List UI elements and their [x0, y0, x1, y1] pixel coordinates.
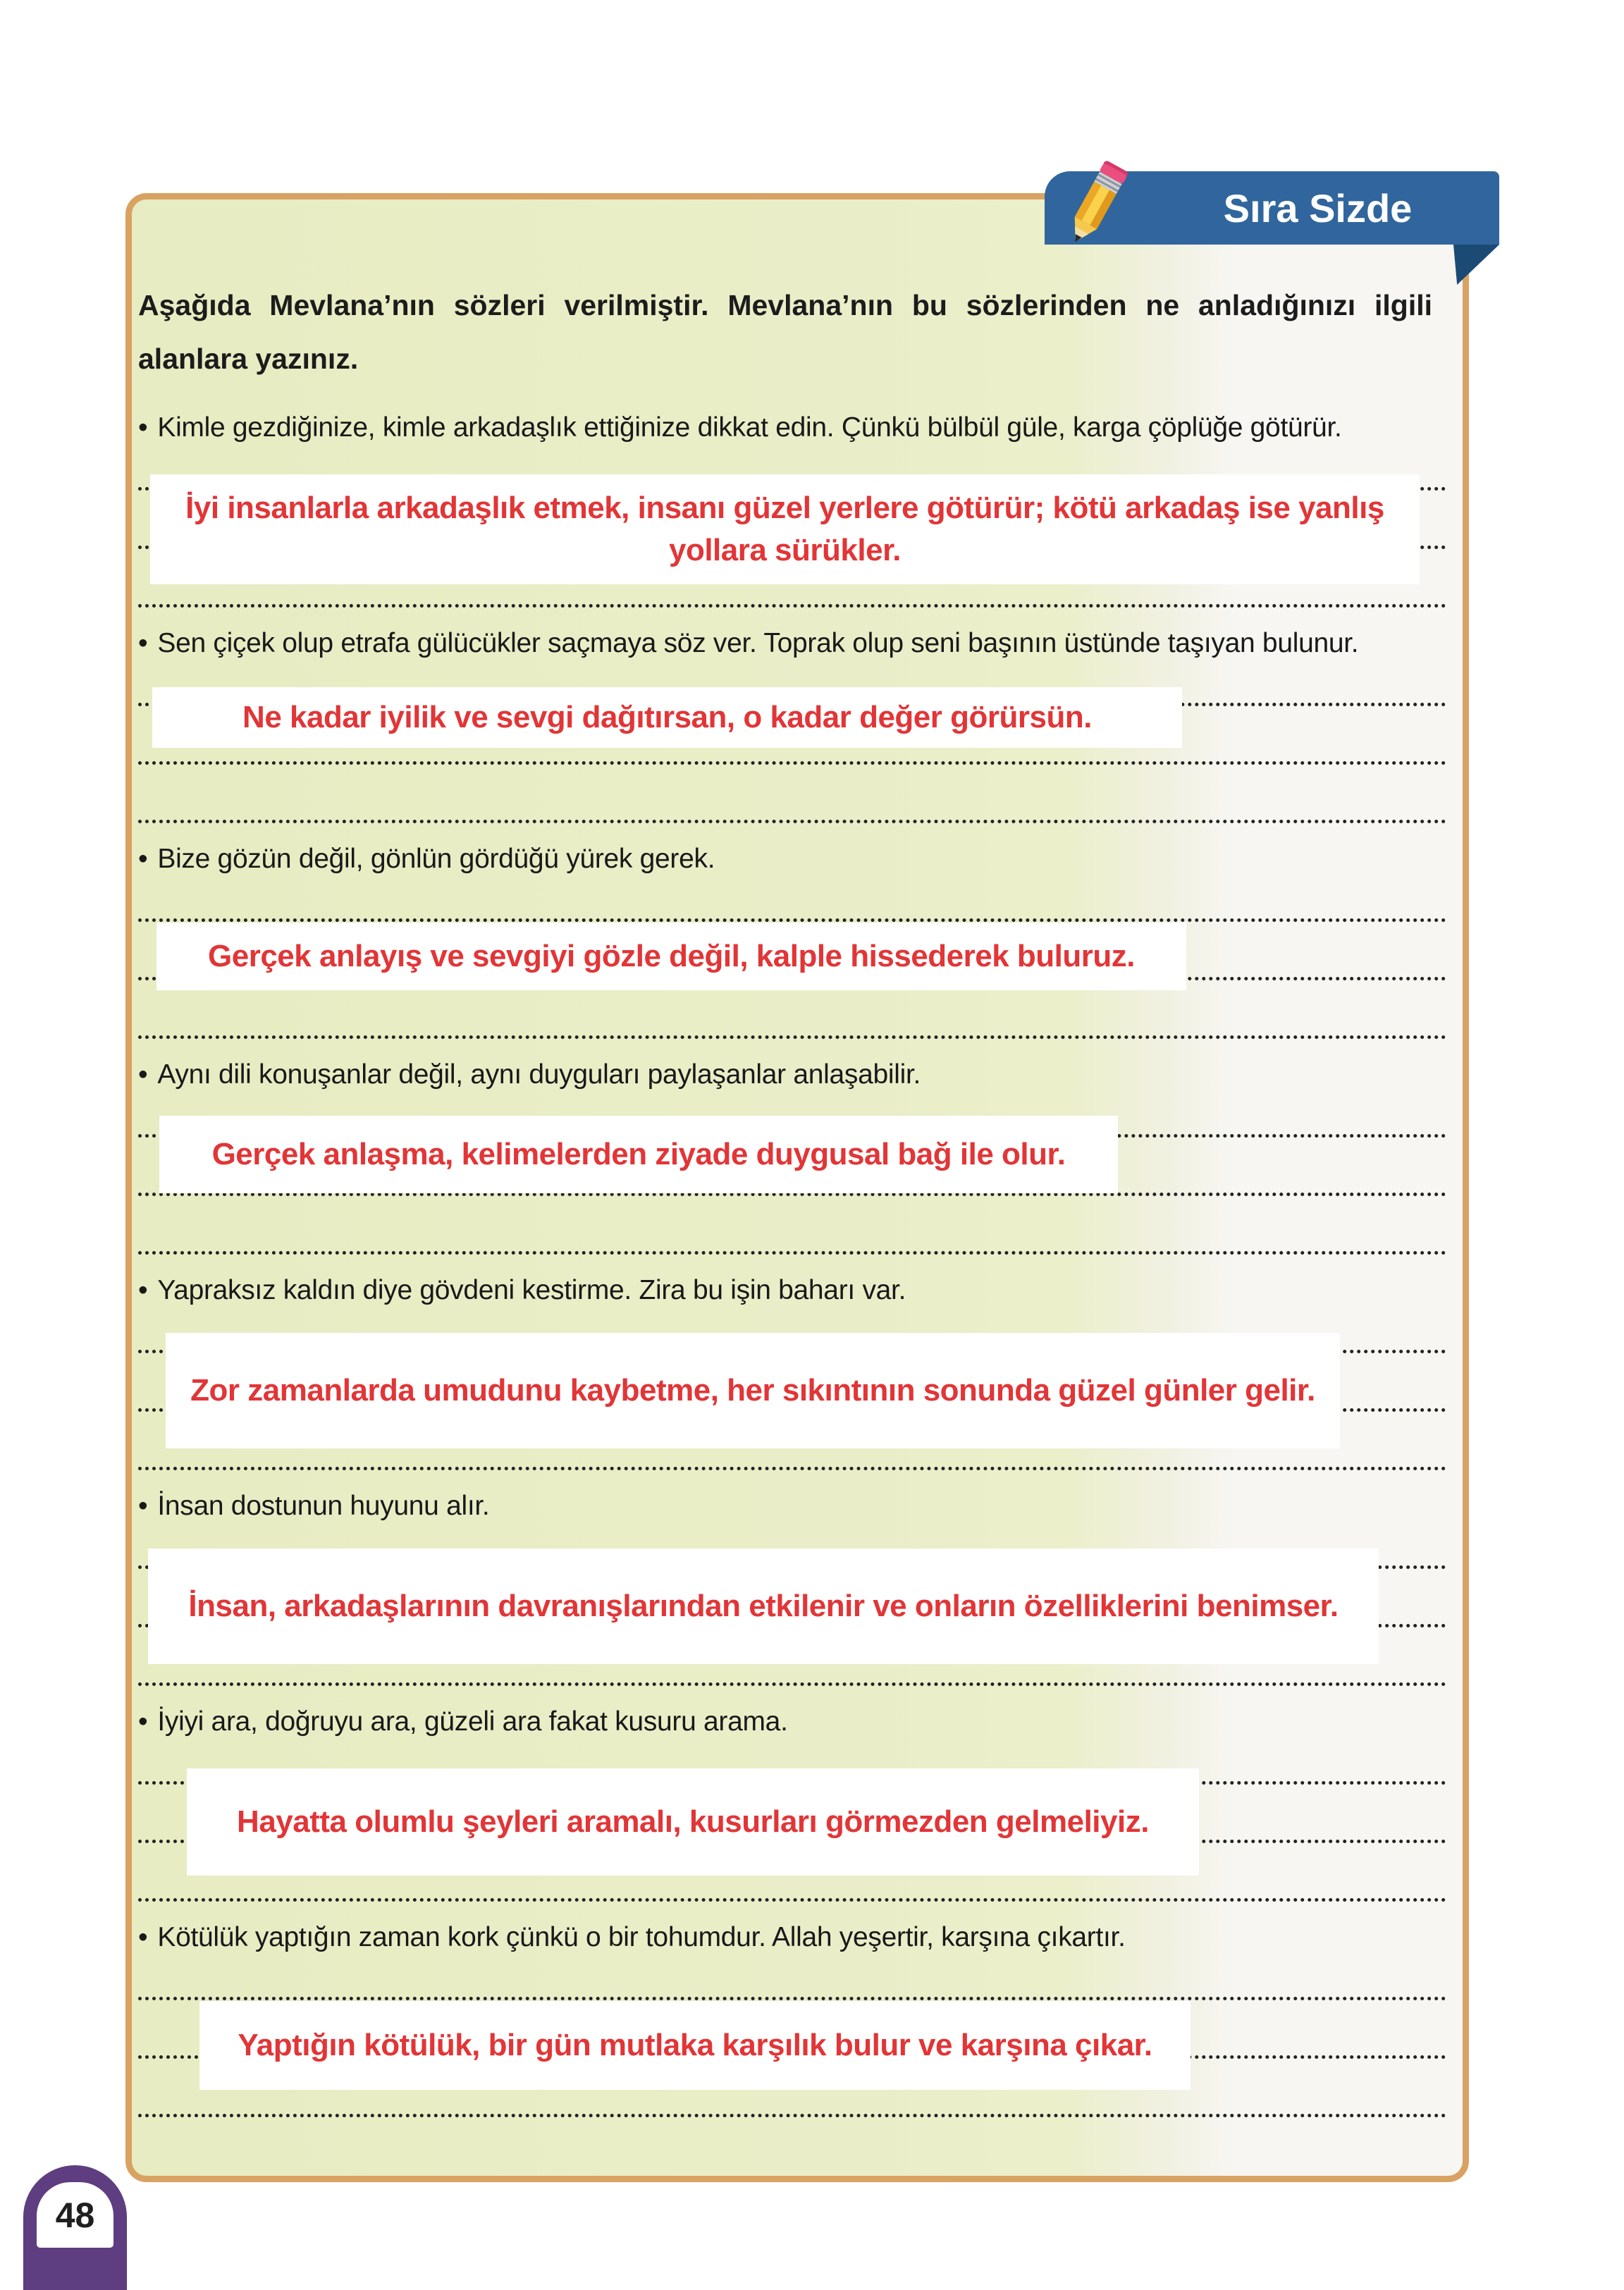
quote-item-6 [138, 1491, 1446, 1706]
banner-title: Sıra Sizde [1223, 185, 1413, 230]
page-number: 48 [55, 2195, 95, 2235]
bullet-icon: • [138, 412, 148, 443]
quote-item-7 [138, 1706, 1446, 1922]
bullet-icon: • [138, 1059, 148, 1090]
quote-item-4 [138, 1059, 1446, 1275]
quote-label: Kötülük yaptığın zaman kork çünkü o bir tohumdur. Allah yeşertir, karşına çıkartır. [157, 1922, 1126, 1952]
activity-card [125, 193, 1469, 2182]
quote-label: İyiyi ara, doğruyu ara, güzeli ara fakat kusuru arama. [157, 1706, 788, 1737]
bullet-icon: • [138, 1922, 148, 1952]
pencil-icon [1057, 156, 1135, 252]
dotted-line [138, 1942, 1446, 2000]
quote-item-1 [138, 412, 1446, 628]
answer-text: Gerçek anlayış ve sevgiyi gözle değil, kalple hissederek buluruz. [208, 939, 1135, 973]
quote-label: Bize gözün değil, gönlün gördüğü yürek gerek. [157, 844, 715, 874]
answer-text: Gerçek anlaşma, kelimelerden ziyade duygusal bağ ile olur. [211, 1137, 1066, 1171]
quote-item-3 [138, 844, 1446, 1059]
answer-text: Ne kadar iyilik ve sevgi dağıtırsan, o kadar değer görürsün. [242, 700, 1092, 734]
bullet-icon: • [138, 1275, 148, 1305]
page-number-plate [37, 2182, 113, 2248]
quote-label: Aynı dili konuşanlar değil, aynı duyguları paylaşanlar anlaşabilir. [157, 1059, 921, 1090]
answer-text: İnsan, arkadaşlarının davranışlarından etkilenir ve onların özelliklerini benimser. [188, 1589, 1339, 1623]
answer-text: Yaptığın kötülük, bir gün mutlaka karşılık bulur ve karşına çıkar. [238, 2028, 1152, 2062]
answer-box [152, 687, 1182, 748]
quote-label: Yapraksız kaldın diye gövdeni kestirme. Zira bu işin baharı var. [157, 1275, 906, 1305]
quote-label: Sen çiçek olup etrafa gülücükler saçmaya söz ver. Toprak olup seni başının üstünde taşıyan bulunur. [157, 628, 1359, 658]
dotted-line [138, 765, 1446, 823]
answer-box [159, 1116, 1118, 1193]
answer-box [156, 923, 1186, 990]
quote-label: İnsan dostunun huyunu alır. [157, 1491, 490, 1521]
bullet-icon: • [138, 628, 148, 658]
answer-box [187, 1768, 1199, 1876]
page-number-badge [23, 2165, 127, 2290]
answer-box [150, 474, 1420, 584]
answer-box [166, 1333, 1340, 1448]
answer-box [148, 1549, 1379, 1664]
quote-label: Kimle gezdiğinize, kimle arkadaşlık ettiğinize dikkat edin. Çünkü bülbül güle, karga çöplüğe götürür. [157, 412, 1342, 443]
bullet-icon: • [138, 1491, 148, 1521]
quote-item-5 [138, 1275, 1446, 1491]
bullet-icon: • [138, 844, 148, 874]
answer-text: Zor zamanlarda umudunu kaybetme, her sıkıntının sonunda güzel günler gelir. [190, 1373, 1315, 1408]
answer-box [199, 2001, 1191, 2090]
answer-text: İyi insanlarla arkadaşlık etmek, insanı güzel yerlere götürür; kötü arkadaş ise yanlış yollara sürükler. [185, 491, 1384, 567]
instruction-text: Aşağıda Mevlana’nın sözleri verilmiştir. Mevlana’nın bu sözlerinden ne anladığınızı ilgili alanlara yazınız. [138, 289, 1432, 375]
answer-text: Hayatta olumlu şeyleri aramalı, kusurları görmezden gelmeliyiz. [237, 1804, 1149, 1839]
dotted-line [138, 863, 1446, 922]
dotted-line [138, 1196, 1446, 1255]
quote-item-8 [138, 1922, 1446, 2138]
quote-item-2 [138, 628, 1446, 844]
bullet-icon: • [138, 1706, 148, 1737]
